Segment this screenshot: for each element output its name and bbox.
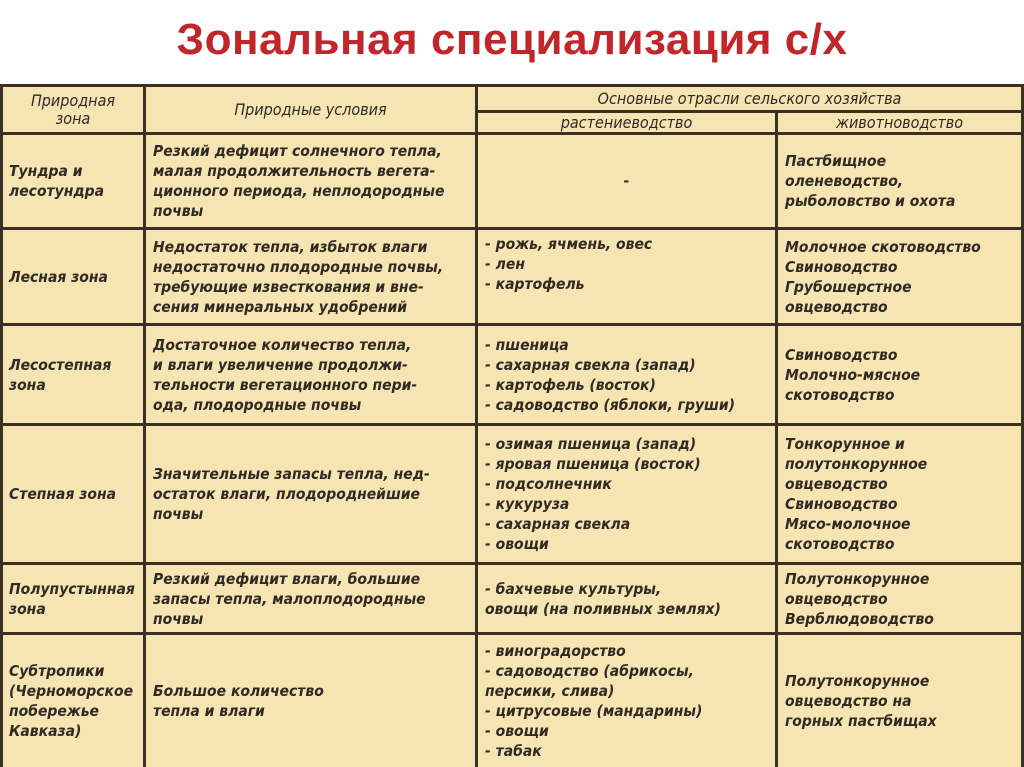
table-row-zone: Лесная зона [9, 267, 108, 286]
table-row-zone: Полупустынная зона [9, 579, 135, 618]
header-branches: Основные отрасли сельского хозяйства [597, 88, 902, 108]
table-row-conditions: Недостаток тепла, избыток влаги недостаточно плодородные почвы, требующие известкования и вне- сения минеральных удобрений [153, 237, 444, 316]
table-row-crops: - бахчевые культуры, овощи (на поливных землях) [485, 579, 721, 618]
table-row-crops: - [623, 172, 630, 190]
specialization-table [0, 84, 1024, 767]
table-row-conditions: Большое количество тепла и влаги [153, 682, 324, 720]
header-livestock: животноводство [835, 112, 964, 132]
table-row-conditions: Достаточное количество тепла, и влаги увеличение продолжи- тельности вегетационного пери- ода, плодородные почвы [153, 335, 418, 414]
table-row-conditions: Резкий дефицит влаги, большие запасы тепла, малоплодородные почвы [153, 569, 426, 628]
table-row-crops: - виноградорство - садоводство (абрикосы, персики, слива) - цитрусовые (мандарины) - овощи - табак [485, 642, 703, 760]
table-row-livestock: Полутонкорунное овцеводство Верблюдоводство [785, 569, 934, 628]
header-conditions: Природные условия [234, 99, 387, 119]
table-row-conditions: Резкий дефицит солнечного тепла, малая продолжительность вегета- ционного периода, неплодородные почвы [153, 142, 445, 220]
page-title: Зональная специализация с/х [176, 15, 848, 64]
table-row-crops: - рожь, ячмень, овес - лен - картофель [485, 235, 653, 293]
table-row-zone: Степная зона [9, 485, 116, 503]
header-crops: растениеводство [560, 112, 693, 132]
table-row-conditions: Значительные запасы тепла, нед- остаток влаги, плодороднейшие почвы [153, 465, 430, 523]
table-row-zone: Субтропики (Черноморское побережье Кавказа) [9, 662, 134, 740]
table-row-crops: - озимая пшеница (запад) - яровая пшеница (восток) - подсолнечник - кукуруза - сахарная свекла - овощи [485, 435, 701, 553]
table-row-livestock: Полутонкорунное овцеводство на горных пастбищах [785, 672, 937, 730]
table-row-zone: Лесостепная зона [9, 355, 112, 394]
table-row-livestock: Свиноводство Молочно-мясное скотоводство [785, 345, 921, 404]
table-row-crops: - пшеница - сахарная свекла (запад) - картофель (восток) - садоводство (яблоки, груши) [485, 335, 735, 414]
table-row-livestock: Тонкорунное и полутонкорунное овцеводство Свиноводство Мясо-молочное скотоводство [785, 435, 928, 553]
header-zone: Природная зона [30, 90, 116, 128]
table-row-zone: Тундра и лесотундра [9, 162, 104, 200]
table-row-livestock: Молочное скотоводство Свиноводство Грубошерстное овцеводство [785, 237, 981, 316]
table-row-livestock: Пастбищное оленеводство, рыболовство и охота [785, 152, 956, 210]
